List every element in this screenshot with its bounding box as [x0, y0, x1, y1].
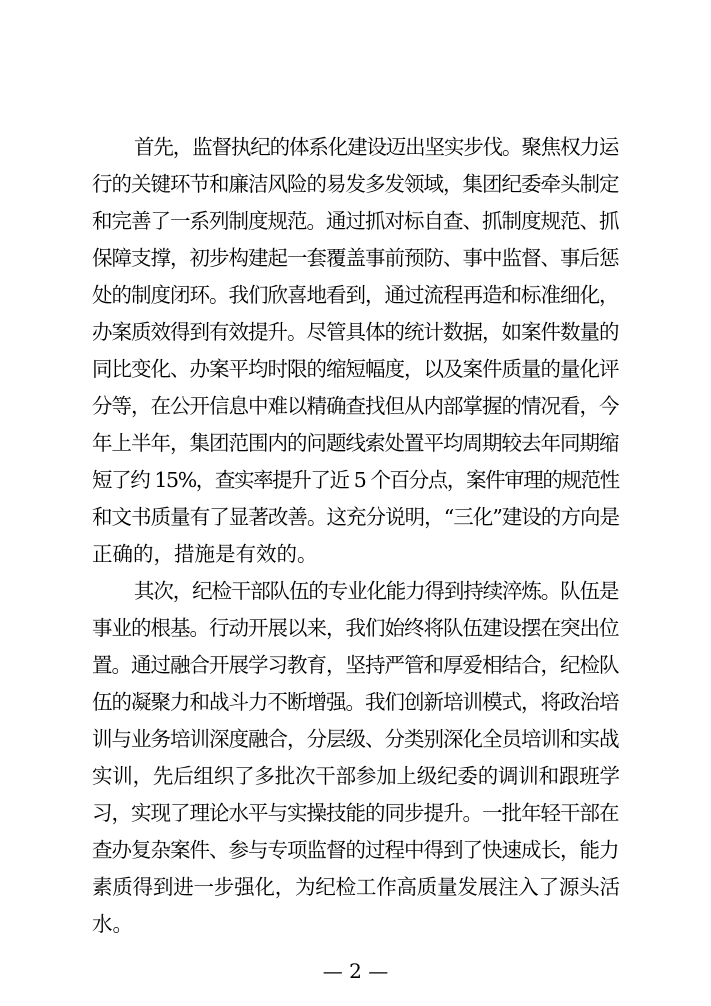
- paragraph-line: 年上半年，集团范围内的问题线索处置平均周期较去年同期缩: [92, 431, 619, 455]
- paragraph-line: 首先，监督执纪的体系化建设迈出坚实步伐。聚焦权力运: [134, 135, 619, 159]
- paragraph-line: 办案质效得到有效提升。尽管具体的统计数据，如案件数量的: [92, 320, 619, 344]
- paragraph-line: 正确的，措施是有效的。: [92, 542, 318, 566]
- paragraph-line: 素质得到进一步强化，为纪检工作高质量发展注入了源头活: [92, 875, 620, 899]
- paragraph-line: 实训，先后组织了多批次干部参加上级纪委的调训和跟班学: [92, 764, 620, 788]
- page-number: — 2 —: [322, 959, 389, 983]
- paragraph-line: 水。: [92, 912, 133, 936]
- paragraph-line: 分等，在公开信息中难以精确查找但从内部掌握的情况看，今: [92, 394, 619, 418]
- paragraph-line: 伍的凝聚力和战斗力不断增强。我们创新培训模式，将政治培: [92, 690, 619, 714]
- paragraph-line: 同比变化、办案平均时限的缩短幅度，以及案件质量的量化评: [92, 357, 619, 381]
- paragraph-line: 处的制度闭环。我们欣喜地看到，通过流程再造和标准细化，: [92, 283, 619, 307]
- paragraph-line: 其次，纪检干部队伍的专业化能力得到持续淬炼。队伍是: [134, 579, 619, 603]
- paragraph-line: 事业的根基。行动开展以来，我们始终将队伍建设摆在突出位: [92, 616, 619, 640]
- paragraph-line: 短了约 15%，查实率提升了近 5 个百分点，案件审理的规范性: [92, 468, 619, 492]
- paragraph-line: 置。通过融合开展学习教育，坚持严管和厚爱相结合，纪检队: [92, 653, 619, 677]
- paragraph-line: 和完善了一系列制度规范。通过抓对标自查、抓制度规范、抓: [92, 209, 619, 233]
- paragraph-line: 和文书质量有了显著改善。这充分说明，“三化”建设的方向是: [92, 505, 620, 529]
- paragraph-line: 行的关键环节和廉洁风险的易发多发领域，集团纪委牵头制定: [92, 172, 619, 196]
- paragraph-line: 习，实现了理论水平与实操技能的同步提升。一批年轻干部在: [92, 801, 619, 825]
- paragraph-line: 训与业务培训深度融合，分层级、分类别深化全员培训和实战: [92, 727, 619, 751]
- paragraph-line: 保障支撑，初步构建起一套覆盖事前预防、事中监督、事后惩: [92, 246, 619, 270]
- paragraph-line: 查办复杂案件、参与专项监督的过程中得到了快速成长，能力: [92, 838, 619, 862]
